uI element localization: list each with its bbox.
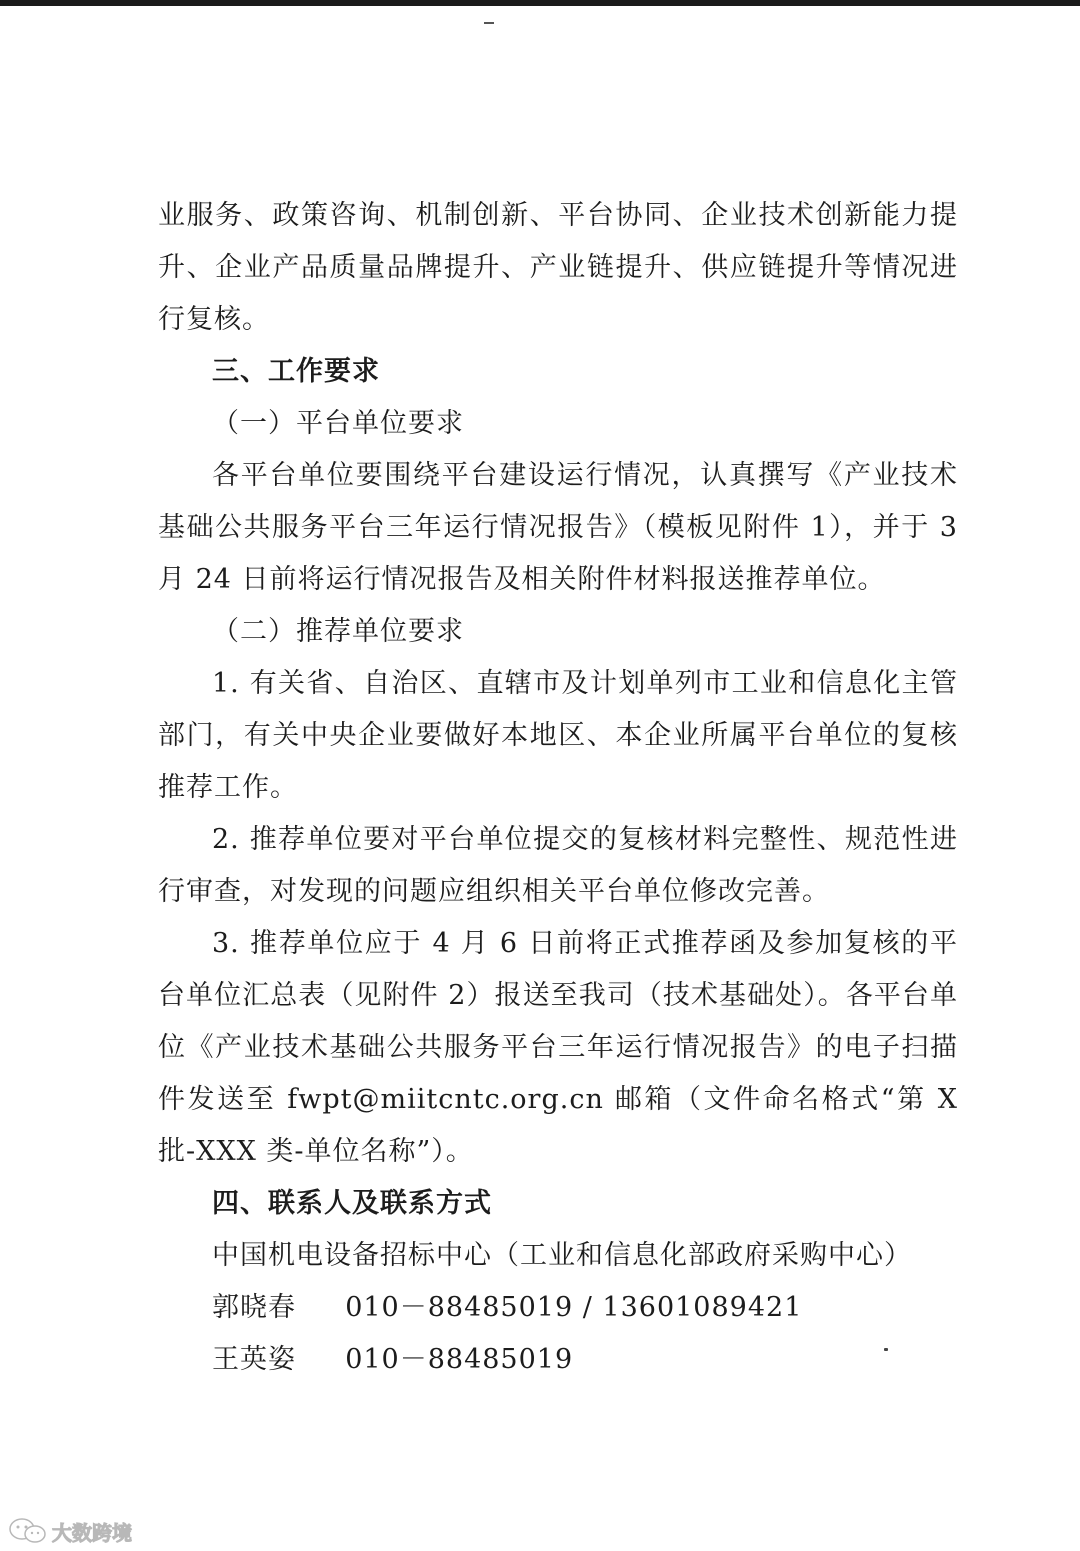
watermark bbox=[8, 1514, 132, 1548]
list-item-1: 1. 有关省、自治区、直辖市及计划单列市工业和信息化主管部门，有关中央企业要做好本地区、本企业所属平台单位的复核推荐工作。 bbox=[158, 668, 958, 803]
list-item-2: 2. 推荐单位要对平台单位提交的复核材料完整性、规范性进行审查，对发现的问题应组织相关平台单位修改完善。 bbox=[158, 824, 958, 907]
paragraph-platform-requirements: 各平台单位要围绕平台建设运行情况，认真撰写《产业技术基础公共服务平台三年运行情况报告》（模板见附件 1），并于 3 月 24 日前将运行情况报告及相关附件材料报送推荐单位。 bbox=[158, 460, 958, 595]
scan-top-edge bbox=[0, 0, 1080, 6]
subsection-heading-platform: （一）平台单位要求 bbox=[212, 408, 464, 439]
wechat-logo-icon bbox=[8, 1516, 48, 1546]
contact-organization: 中国机电设备招标中心（工业和信息化部政府采购中心） bbox=[212, 1240, 912, 1271]
section-heading-contacts: 四、联系人及联系方式 bbox=[212, 1188, 492, 1219]
contact-phone: 010－88485019 bbox=[345, 1344, 574, 1375]
scan-speck bbox=[884, 1348, 888, 1351]
document-page bbox=[158, 190, 958, 1386]
contact-name: 王英姿 bbox=[212, 1344, 296, 1375]
contact-phone: 010－88485019 / 13601089421 bbox=[345, 1292, 803, 1323]
list-item-3: 3. 推荐单位应于 4 月 6 日前将正式推荐函及参加复核的平台单位汇总表（见附件 2）报送至我司（技术基础处）。各平台单位《产业技术基础公共服务平台三年运行情况报告》的电子扫描件发送至 fwpt@miitcntc.org.cn 邮箱（文件命名格式“第 X 批-XXX 类-单位名称”）。 bbox=[158, 928, 958, 1167]
subsection-heading-recommender: （二）推荐单位要求 bbox=[212, 616, 464, 647]
watermark-text: 大数跨境 bbox=[52, 1520, 132, 1545]
contact-name: 郭晓春 bbox=[212, 1292, 296, 1323]
paragraph-continued: 业服务、政策咨询、机制创新、平台协同、企业技术创新能力提升、企业产品质量品牌提升、产业链提升、供应链提升等情况进行复核。 bbox=[158, 200, 958, 335]
contact-row bbox=[158, 1282, 958, 1334]
contact-row bbox=[158, 1334, 958, 1386]
section-heading-requirements: 三、工作要求 bbox=[212, 356, 380, 387]
scan-mark bbox=[484, 22, 494, 24]
